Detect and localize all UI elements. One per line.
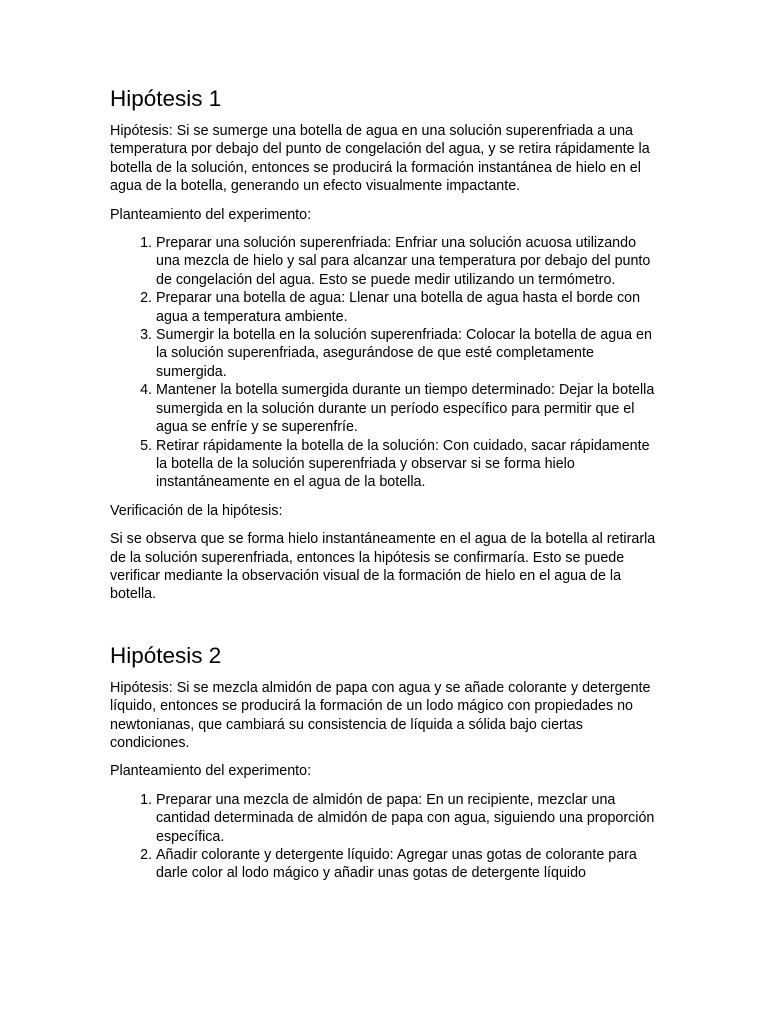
step-item: 2. Añadir colorante y detergente líquido: Agregar unas gotas de colorante para darle color al lodo mágico y añadir unas gotas de detergente líquido xyxy=(156,846,658,883)
section-heading-1: Hipótesis 1 xyxy=(110,86,222,111)
step-item: 1. Preparar una mezcla de almidón de papa: En un recipiente, mezclar una cantidad determinada de almidón de papa con agua, siguiendo una proporción específica. xyxy=(156,791,658,846)
setup-label-2: Planteamiento del experimento: xyxy=(110,763,312,780)
document-page xyxy=(110,84,658,893)
hypothesis-text-1: Hipótesis: Si se sumerge una botella de agua en una solución superenfriada a una temperatura por debajo del punto de congelación del agua, y se retira rápidamente la botella de la solución, entonces se producirá la formación instantánea de hielo en el agua de la botella, generando un efecto visualmente impactante. xyxy=(110,123,650,195)
step-item: 5. Retirar rápidamente la botella de la solución: Con cuidado, sacar rápidamente la botella de la solución superenfriada y observar si se forma hielo instantáneamente en el agua de la botella. xyxy=(156,437,658,492)
step-item: 2. Preparar una botella de agua: Llenar una botella de agua hasta el borde con agua a temperatura ambiente. xyxy=(156,289,658,326)
step-item: 1. Preparar una solución superenfriada: Enfriar una solución acuosa utilizando una mezcla de hielo y sal para alcanzar una temperatura por debajo del punto de congelación del agua. Esto se puede medir utilizando un termómetro. xyxy=(156,234,658,289)
verification-text-1: Si se observa que se forma hielo instantáneamente en el agua de la botella al retirarla de la solución superenfriada, entonces la hipótesis se confirmaría. Esto se puede verificar mediante la observación visual de la formación de hielo en el agua de la botella. xyxy=(110,531,656,603)
steps-list-2 xyxy=(110,791,658,883)
steps-list-1 xyxy=(110,234,658,492)
section-heading-2: Hipótesis 2 xyxy=(110,642,222,668)
setup-label-1: Planteamiento del experimento: xyxy=(110,206,312,223)
hypothesis-text-2: Hipótesis: Si se mezcla almidón de papa con agua y se añade colorante y detergente líquido, entonces se producirá la formación de un lodo mágico con propiedades no newtonianas, que cambiará su consistencia de líquida a sólida bajo ciertas condiciones. xyxy=(110,679,651,751)
step-item: 3. Sumergir la botella en la solución superenfriada: Colocar la botella de agua en la solución superenfriada, asegurándose de que esté completamente sumergida. xyxy=(156,326,658,381)
step-item: 4. Mantener la botella sumergida durante un tiempo determinado: Dejar la botella sumergida en la solución durante un período específico para permitir que el agua se enfríe y se superenfríe. xyxy=(156,381,658,436)
verification-label-1: Verificación de la hipótesis: xyxy=(110,502,283,519)
